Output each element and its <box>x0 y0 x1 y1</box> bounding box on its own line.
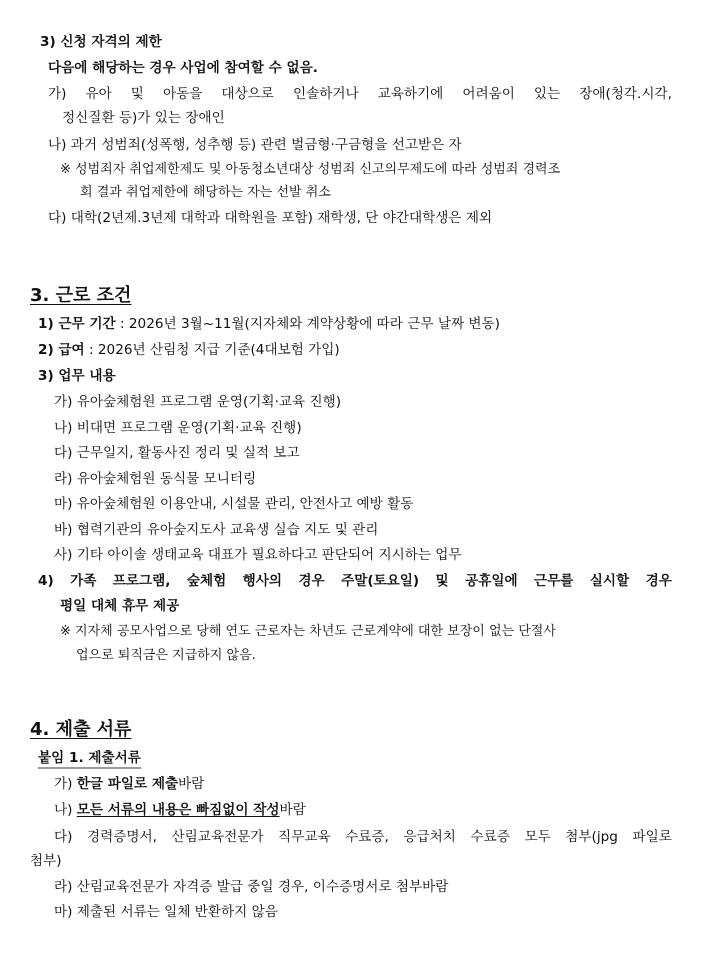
word: 있는 <box>533 86 561 102</box>
work-period-text: : 2026년 3월~11월(지자체와 계약상황에 따라 근무 날짜 변동) <box>115 316 500 332</box>
word: 아동을 <box>162 86 203 102</box>
word: 수료증 <box>470 829 510 845</box>
word: 교육하기에 <box>377 86 444 102</box>
restriction-title: 3) 신청 자격의 제한 <box>40 34 162 50</box>
restriction-intro: 다음에 해당하는 경우 사업에 참여할 수 없음. <box>48 60 318 76</box>
word: 근무를 <box>534 573 574 589</box>
duty-item: 마) 유아숲체험원 이용안내, 시설물 관리, 안전사고 예방 활동 <box>54 496 414 512</box>
word: 프로그램, <box>112 573 171 589</box>
duty-item: 가) 유아숲체험원 프로그램 운영(기획·교육 진행) <box>54 394 342 410</box>
submit-item-ga-prefix: 가) <box>54 776 77 792</box>
word: 응급처치 <box>403 829 456 845</box>
work-period-label: 1) 근무 기간 <box>38 316 116 332</box>
restriction-item-na: 나) 과거 성범죄(성폭행, 성추행 등) 관련 벌금형·구금형을 선고받은 자 <box>48 137 462 153</box>
duty-item: 나) 비대면 프로그램 운영(기획·교육 진행) <box>54 420 302 436</box>
section3-note-line1: ※ 지자체 공모사업으로 당해 연도 근로자는 차년도 근로계약에 대한 보장이 없는 단절사 <box>60 624 556 639</box>
duty-item: 라) 유아숲체험원 동식물 모니터링 <box>54 471 257 487</box>
word: 경력증명서, <box>87 829 157 845</box>
word: 가족 <box>70 573 97 589</box>
section-4-heading: 4. 제출 서류 <box>30 719 132 740</box>
duties-label: 3) 업무 내용 <box>38 368 116 384</box>
restriction-item-ga-line2: 정신질환 등)가 있는 장애인 <box>62 110 225 126</box>
word: 장애(청각.시각, <box>579 86 672 102</box>
word: 파일로 <box>632 829 672 845</box>
section-3-heading: 3. 근로 조건 <box>30 285 132 306</box>
word: 행사의 <box>242 573 283 589</box>
word: 다) <box>54 829 73 845</box>
word: 가) <box>48 86 67 102</box>
submit-item-da-line2: 첨부) <box>30 853 62 869</box>
restriction-item-da: 다) 대학(2년제.3년제 대학과 대학원을 포함) 재학생, 단 야간대학생은 제외 <box>48 210 493 226</box>
word: 4) <box>38 573 54 589</box>
salary <box>0 340 712 360</box>
submit-item-da-line1 <box>54 827 672 847</box>
submit-item-ga-bold: 한글 파일로 제출 <box>76 776 179 792</box>
work-period <box>0 314 712 334</box>
word: 주말(토요일) <box>341 573 420 589</box>
section3-note-line2: 업으로 퇴직금은 지급하지 않음. <box>76 648 256 663</box>
salary-label: 2) 급여 <box>38 342 85 358</box>
word: 수료증, <box>345 829 389 845</box>
submit-item-ma: 마) 제출된 서류는 일체 반환하지 않음 <box>54 904 278 920</box>
submit-item-na-bold: 모든 서류의 내용은 빠짐없이 작성 <box>76 802 280 818</box>
submit-item-ra: 라) 산림교육전문가 자격증 발급 중일 경우, 이수증명서로 첨부바람 <box>54 879 449 895</box>
restriction-note-line1: ※ 성범죄자 취업제한제도 및 아동청소년대상 성범죄 신고의무제도에 따라 성범죄 경력조 <box>60 162 561 177</box>
submit-item-ga <box>0 774 712 794</box>
submit-item-na <box>0 800 712 820</box>
word: 실시할 <box>589 573 630 589</box>
duty-item: 사) 기타 아이솔 생태교육 대표가 필요하다고 판단되어 지시하는 업무 <box>54 547 462 563</box>
word: 첨부(jpg <box>565 829 618 845</box>
duty-item: 다) 근무일지, 활동사진 정리 및 실적 보고 <box>54 445 300 461</box>
word: 인솔하거나 <box>292 86 359 102</box>
attachment-row <box>0 748 712 769</box>
word: 직무교육 <box>278 829 331 845</box>
weekend-work-line1 <box>38 571 672 591</box>
word: 공휴일에 <box>465 573 518 589</box>
word: 모두 <box>524 829 551 845</box>
weekend-work-line2: 평일 대체 휴무 제공 <box>60 598 180 614</box>
duty-item: 바) 협력기관의 유아숲지도사 교육생 실습 지도 및 관리 <box>54 522 379 538</box>
salary-text: : 2026년 산림청 지급 기준(4대보험 가입) <box>84 342 340 358</box>
word: 숲체험 <box>186 573 227 589</box>
restriction-item-ga-line1 <box>48 84 672 104</box>
submit-item-na-prefix: 나) <box>54 802 77 818</box>
word: 및 <box>435 573 449 589</box>
submit-item-ga-suffix: 바람 <box>178 776 205 792</box>
submit-item-na-suffix: 바람 <box>279 802 306 818</box>
word: 유아 <box>85 86 112 102</box>
word: 및 <box>130 86 144 102</box>
restriction-note-line2: 회 결과 취업제한에 해당하는 자는 선발 취소 <box>80 185 331 200</box>
word: 어려움이 <box>462 86 515 102</box>
attachment-label: 붙임 1. 제출서류 <box>38 749 141 769</box>
word: 경우 <box>298 573 325 589</box>
word: 대상으로 <box>221 86 274 102</box>
word: 산림교육전문가 <box>171 829 264 845</box>
word: 경우 <box>645 573 672 589</box>
